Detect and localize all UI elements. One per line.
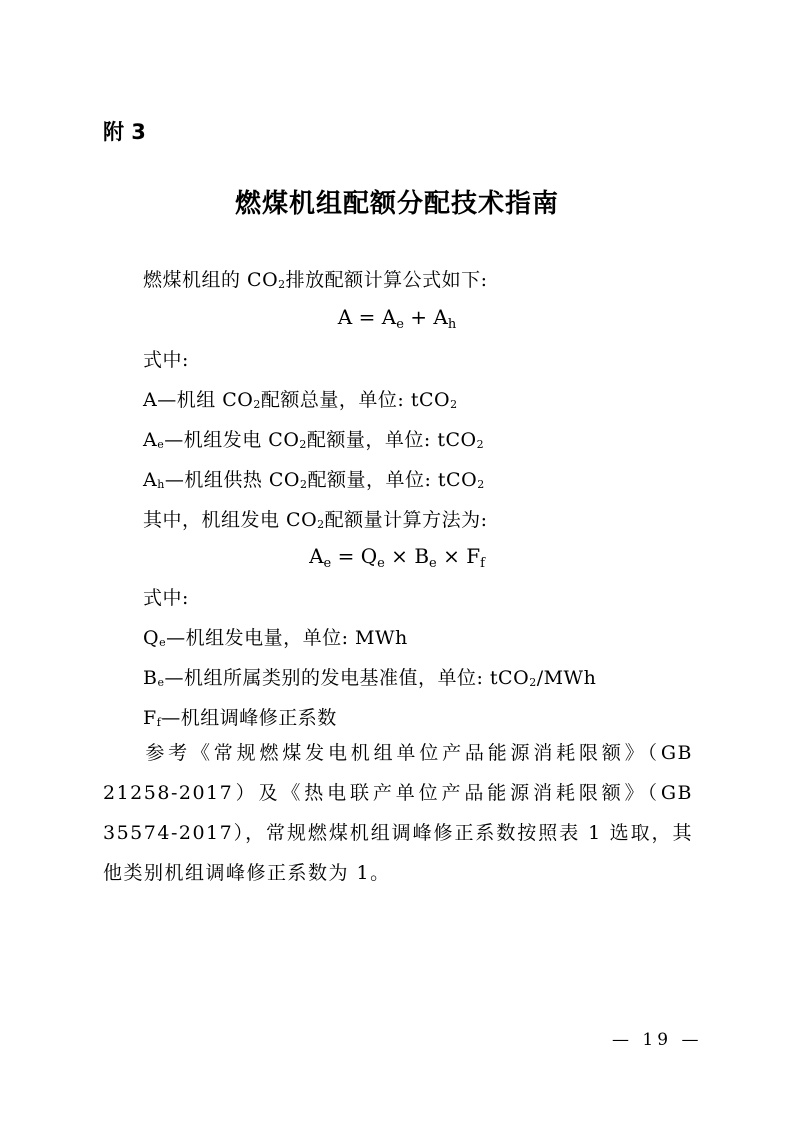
page-number: — 19 — [612, 1030, 703, 1050]
reference-paragraph [103, 733, 693, 893]
formula2-lhs-sub: e [323, 556, 332, 571]
def-qe-symbol: Q [143, 627, 160, 649]
def-ff-symbol: F [143, 707, 157, 729]
def-a-text-b: 配额总量，单位: tCO [260, 389, 451, 411]
formula2-term3-sub: f [480, 556, 485, 571]
def-ae-co2-sub: 2 [299, 438, 307, 451]
formula-generation-allocation [0, 544, 794, 571]
def-ae-symbol: A [143, 429, 158, 451]
def-a-symbol: A [143, 389, 158, 411]
intro-text-after: 排放配额计算公式如下: [285, 269, 488, 291]
definition-be [143, 663, 596, 690]
def-be-text-b: /MWh [536, 667, 597, 689]
calc-intro-co2-sub: 2 [317, 518, 325, 531]
formula2-term1-sub: e [377, 556, 385, 571]
def-be-text-a: —机组所属类别的发电基准值，单位: tCO [164, 667, 530, 689]
def-ah-text-b: 配额量，单位: tCO [307, 469, 478, 491]
formula1-equals: = [352, 305, 382, 329]
def-ae-text-a: —机组发电 CO [164, 429, 300, 451]
def-ah-symbol-sub: h [157, 478, 165, 491]
formula2-times2: × [436, 544, 467, 568]
def-be-symbol: B [143, 667, 158, 689]
formula2-term2: B [414, 544, 430, 568]
calc-method-intro [143, 505, 488, 532]
def-ah-unit-sub: 2 [477, 478, 485, 491]
definition-qe [143, 623, 408, 650]
calc-intro-after: 配额量计算方法为: [324, 509, 488, 531]
formula1-term2: A [433, 305, 448, 329]
def-ah-symbol: A [143, 469, 158, 491]
formula2-times1: × [384, 544, 415, 568]
definition-ae [143, 425, 484, 452]
where-label-1: 式中: [143, 349, 189, 371]
page-title: 燃煤机组配额分配技术指南 [234, 189, 559, 219]
def-qe-symbol-sub: e [159, 636, 167, 649]
formula-total-allocation [0, 305, 794, 332]
def-a-text-a: —机组 CO [157, 389, 254, 411]
definition-ff [143, 703, 337, 730]
calc-intro-before: 其中，机组发电 CO [143, 509, 318, 531]
def-a-co2-sub: 2 [253, 398, 261, 411]
intro-text-before: 燃煤机组的 CO [143, 269, 279, 291]
def-ff-text: —机组调峰修正系数 [161, 707, 337, 729]
def-ae-unit-sub: 2 [476, 438, 485, 451]
intro-co2-subscript: 2 [278, 278, 286, 291]
attachment-label: 附 3 [103, 120, 146, 144]
formula1-term1-sub: e [396, 317, 404, 332]
formula2-lhs: A [309, 544, 324, 568]
formula1-lhs: A [337, 305, 353, 329]
formula2-term3: F [466, 544, 481, 568]
def-ae-text-b: 配额量，单位: tCO [306, 429, 477, 451]
formula1-term2-sub: h [447, 317, 457, 332]
formula2-term2-sub: e [429, 556, 437, 571]
formula2-term1: Q [360, 544, 378, 568]
formula2-equals: = [331, 544, 361, 568]
def-ah-text-a: —机组供热 CO [164, 469, 300, 491]
definition-ah [143, 465, 485, 492]
formula-intro [143, 265, 488, 292]
reference-paragraph-text: 参考《常规燃煤发电机组单位产品能源消耗限额》（GB 21258-2017）及《热电联产单位产品能源消耗限额》（GB 35574-2017），常规燃煤机组调峰修正系数按照表 1 选取，其他类别机组调峰修正系数为 1。 [103, 742, 693, 884]
def-be-symbol-sub: e [157, 676, 165, 689]
formula1-plus: + [403, 305, 434, 329]
def-qe-text: —机组发电量，单位: MWh [166, 627, 408, 649]
where-label-2: 式中: [143, 587, 189, 609]
def-ae-symbol-sub: e [157, 438, 165, 451]
def-be-unit-sub: 2 [529, 676, 537, 689]
def-ff-symbol-sub: f [156, 716, 162, 729]
def-ah-co2-sub: 2 [299, 478, 308, 491]
formula1-term1: A [381, 305, 397, 329]
def-a-unit-sub: 2 [450, 398, 458, 411]
definition-a [143, 385, 458, 412]
